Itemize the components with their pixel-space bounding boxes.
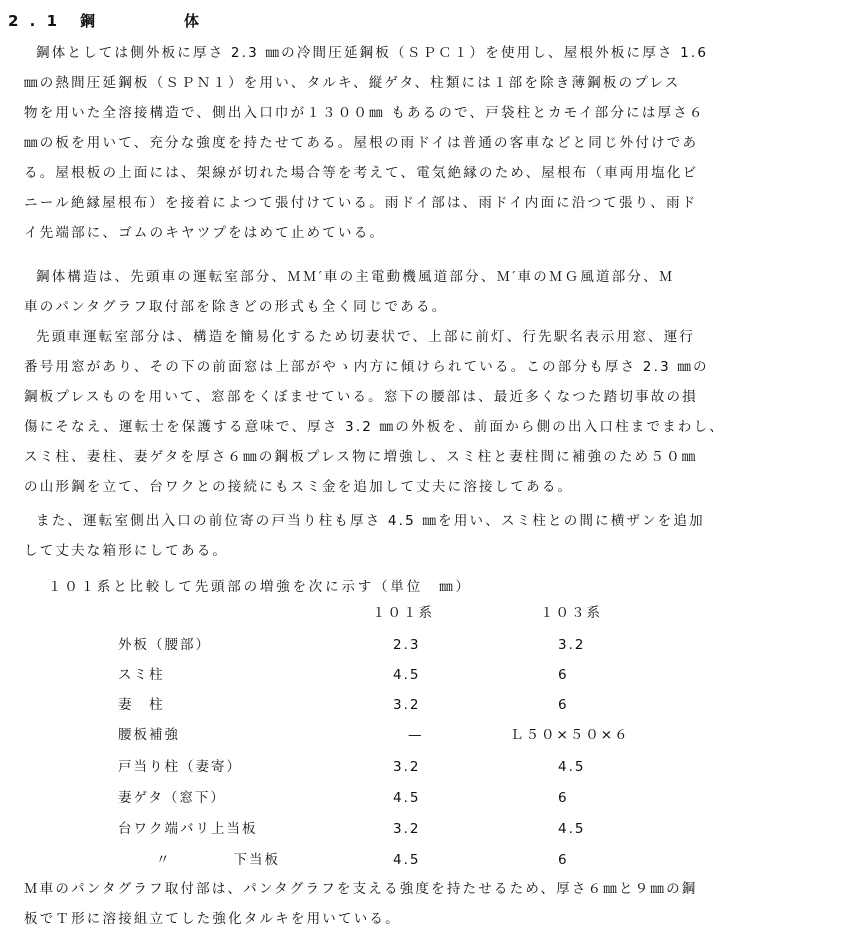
table-cell-101: 4.5 <box>393 667 421 683</box>
paragraph-line: 鋼板プレスものを用いて、窓部をくぼませている。窓下の腰部は、最近多くなつた踏切事故の損 <box>24 389 698 405</box>
table-cell-101: 4.5 <box>393 852 421 868</box>
table-row-label: 台ワク端バリ上当板 <box>118 821 258 837</box>
paragraph-line: の山形鋼を立て、台ワクとの接続にもスミ金を追加して丈夫に溶接してある。 <box>24 479 574 495</box>
paragraph-line: イ先端部に、ゴムのキヤツプをはめて止めている。 <box>24 225 386 241</box>
table-row-label: 妻 柱 <box>118 697 165 713</box>
table-row-label: 腰板補強 <box>118 727 180 743</box>
table-cell-101: 3.2 <box>393 759 421 775</box>
table-cell-103: 4.5 <box>558 759 586 775</box>
paragraph-line: 鋼体としては側外板に厚さ 2.3 ㎜の冷間圧延鋼板（ＳＰＣ１）を使用し、屋根外板に厚さ 1.6 <box>36 45 709 61</box>
table-cell-103: 6 <box>558 667 569 683</box>
table-cell-101: 4.5 <box>393 790 421 806</box>
table-row-label: スミ柱 <box>118 667 165 683</box>
paragraph-4 <box>24 506 829 566</box>
section-heading <box>8 10 202 31</box>
table-cell-101: — <box>408 727 424 743</box>
table-cell-103: 6 <box>558 790 569 806</box>
table-cell-103: 4.5 <box>558 821 586 837</box>
paragraph-line: ニール絶縁屋根布）を接着によつて張付けている。雨ドイ部は、雨ドイ内面に沿つて張り、雨ド <box>24 195 698 211</box>
closing-paragraph <box>24 874 829 934</box>
paragraph-line: 物を用いた全溶接構造で、側出入口巾が１３００㎜ もあるので、戸袋柱とカモイ部分には厚さ６ <box>24 105 705 121</box>
paragraph-3 <box>24 322 829 502</box>
section-title-char-2: 体 <box>184 12 203 30</box>
table-cell-101: 2.3 <box>393 637 421 653</box>
table-intro: １０１系と比較して先頭部の増強を次に示す（単位 ㎜） <box>48 579 472 595</box>
table-cell-101: 3.2 <box>393 821 421 837</box>
table-row-label: 妻ゲタ（窓下） <box>118 790 226 806</box>
table-header-103: １０３系 <box>540 605 602 621</box>
paragraph-line: 番号用窓があり、その下の前面窓は上部がやゝ内方に傾けられている。この部分も厚さ 2.3 ㎜の <box>24 359 709 375</box>
table-cell-103: 6 <box>558 697 569 713</box>
paragraph-line: 板でＴ形に溶接組立てした強化タルキを用いている。 <box>24 911 401 927</box>
paragraph-line: して丈夫な箱形にしてある。 <box>24 543 229 559</box>
paragraph-line: また、運転室側出入口の前位寄の戸当り柱も厚さ 4.5 ㎜を用い、スミ柱との間に横ザンを追加 <box>36 513 705 529</box>
paragraph-line: ㎜の熱間圧延鋼板（ＳＰＮ１）を用い、タルキ、縦ゲタ、柱類には１部を除き薄鋼板のプレス <box>24 75 681 91</box>
section-number: 2 . 1 <box>8 12 61 30</box>
table-row-label: 外板（腰部） <box>118 637 211 653</box>
table-cell-101: 3.2 <box>393 697 421 713</box>
paragraph-line: スミ柱、妻柱、妻ゲタを厚さ６㎜の鋼板プレス物に増強し、スミ柱と妻柱間に補強のため５０㎜ <box>24 449 698 465</box>
paragraph-line: Ｍ車のパンタグラフ取付部は、パンタグラフを支える強度を持たせるため、厚さ６㎜と９㎜の鋼 <box>24 881 698 897</box>
table-cell-103: Ｌ５０×５０×６ <box>510 727 630 743</box>
paragraph-line: 鋼体構造は、先頭車の運転室部分、ＭＭ′車の主電動機風道部分、Ｍ′車のＭＧ風道部分、Ｍ <box>36 269 675 285</box>
paragraph-line: る。屋根板の上面には、架線が切れた場合等を考えて、電気絶縁のため、屋根布（車両用塩化ビ <box>24 165 699 181</box>
table-row-label: 戸当り柱（妻寄） <box>118 759 242 775</box>
paragraph-line: ㎜の板を用いて、充分な強度を持たせてある。屋根の雨ドイは普通の客車などと同じ外付けであ <box>24 135 699 151</box>
paragraph-line: 先頭車運転室部分は、構造を簡易化するため切妻状で、上部に前灯、行先駅名表示用窓、運行 <box>36 329 696 345</box>
paragraph-2 <box>24 262 829 322</box>
table-row-label: 〃 下当板 <box>156 852 280 868</box>
table-cell-103: 6 <box>558 852 569 868</box>
table-cell-103: 3.2 <box>558 637 586 653</box>
paragraph-line: 傷にそなえ、運転士を保護する意味で、厚さ 3.2 ㎜の外板を、前面から側の出入口柱までまわし、 <box>24 419 725 435</box>
section-title-char-1: 鋼 <box>80 12 99 30</box>
paragraph-1 <box>24 38 829 248</box>
paragraph-line: 車のパンタグラフ取付部を除きどの形式も全く同じである。 <box>24 299 448 315</box>
table-header-101: １０１系 <box>372 605 434 621</box>
